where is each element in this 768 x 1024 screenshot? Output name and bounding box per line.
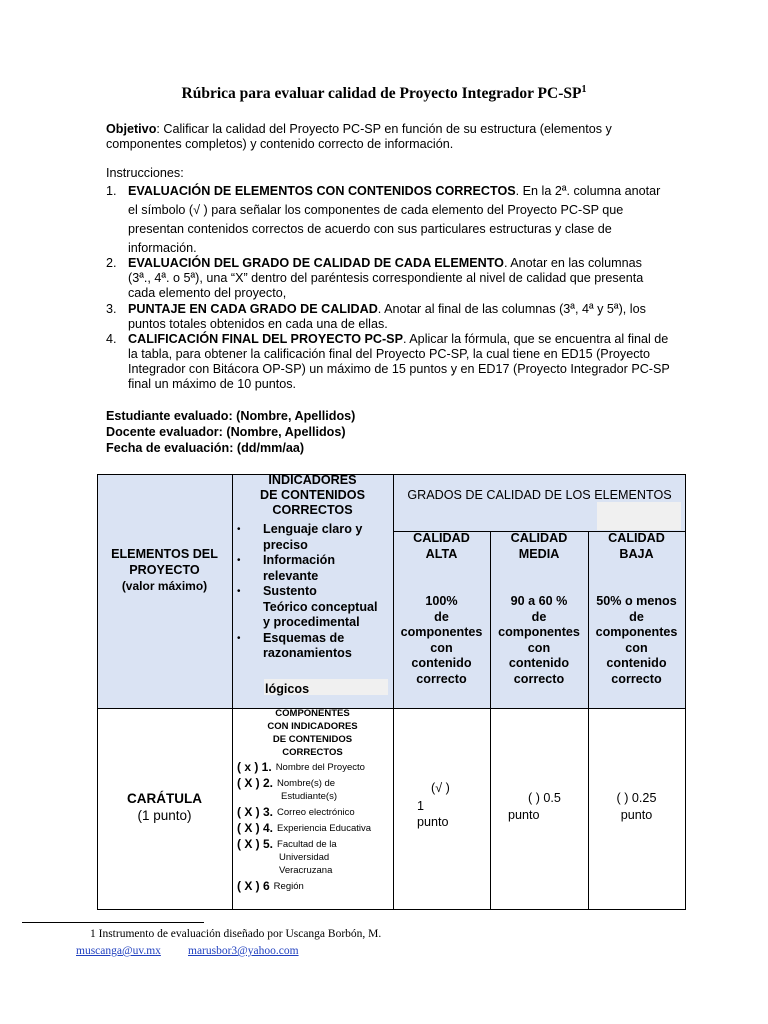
- instructions-label: Instrucciones:: [106, 166, 184, 180]
- instruction-number: 2.: [106, 256, 117, 270]
- objective-paragraph: [106, 122, 666, 152]
- component-item[interactable]: [237, 761, 393, 774]
- component-mark[interactable]: ( X ) 6: [237, 879, 270, 893]
- indicator-bullets: [237, 522, 393, 662]
- component-mark[interactable]: ( X ) 5.: [237, 837, 274, 851]
- component-label: Experiencia Educativa: [277, 823, 372, 834]
- element-name: CARÁTULA: [127, 791, 202, 806]
- instruction-heading: CALIFICACIÓN FINAL DEL PROYECTO PC-SP: [128, 332, 403, 346]
- component-mark[interactable]: ( X ) 4.: [237, 821, 274, 835]
- component-item[interactable]: [237, 777, 393, 803]
- check-high[interactable]: (√ ): [431, 781, 450, 795]
- col-indicators-header: INDICADORES DE CONTENIDOS CORRECTOS: [260, 473, 365, 517]
- component-label: Correo electrónico: [277, 807, 355, 818]
- instruction-text: . Aplicar la fórmula, que se encuentra al final de: [402, 332, 669, 346]
- instruction-number: 3.: [106, 302, 117, 316]
- check-low[interactable]: ( ) 0.25: [616, 791, 657, 805]
- instruction-text: el símbolo (√ ) para señalar los componentes de cada elemento del Proyecto PC-SP que: [128, 203, 624, 217]
- document-title: [0, 84, 768, 103]
- instruction-item: [106, 256, 688, 301]
- rubric-table: ELEMENTOS DEL PROYECTO (valor máximo) INDICADORES DE CONTENIDOS CORRECTOS • Lenguaje claro y preciso • Información relevante • Sustento Teórico conceptual y procedimental • Esquemas de razonamientos lógicos GRADOS DE CALIDAD DE LOS ELEMENTOS CALIDAD ALTA 100% de componentes con contenido correcto CALIDAD MEDIA 90 a 60 % de componentes con contenido correcto CALIDAD BAJA 50% o menos de componentes con contenido correcto CARÁTULA (1 punto) COMPONENTES CON INDICADORES DE CONTENIDOS CORRECTOS ( x ) 1. Nombre del Proyecto ( X ) 2. Nombre(s) de Estudiante(s) ( X ) 3. Correo electrónico ( X ) 4. Experiencia Educativa ( X ) 5. Facultad de la Universidad Veracruzana ( X ) 6 Región (√ ) 1 punto ( ) 0.5 punto ( ) 0.25 punto: [97, 474, 686, 910]
- instruction-text: la tabla, para obtener la calificación final del Proyecto PC-SP, la cual tiene en ED15 (Proyecto: [128, 347, 651, 361]
- student-field: Estudiante evaluado: (Nombre, Apellidos): [106, 409, 356, 423]
- components-header: COMPONENTES CON INDICADORES DE CONTENIDOS CORRECTOS: [267, 708, 358, 758]
- indicator-bullet: • Información relevante: [237, 553, 336, 583]
- indicator-bullet: • Esquemas de razonamientos: [237, 630, 352, 660]
- instruction-text: . Anotar al final de las columnas (3ª, 4ª y 5ª), los: [377, 302, 646, 316]
- indicator-bullet: • Sustento Teórico conceptual y procedimental: [237, 584, 378, 629]
- teacher-field: Docente evaluador: (Nombre, Apellidos): [106, 425, 346, 439]
- component-mark[interactable]: ( X ) 2.: [237, 776, 274, 790]
- instruction-text: cada elemento del proyecto,: [128, 286, 287, 300]
- instruction-item: [106, 302, 688, 332]
- component-label: Región: [273, 881, 304, 892]
- instruction-text: información.: [128, 241, 197, 255]
- col-elements-header: ELEMENTOS DEL PROYECTO (valor máximo): [97, 546, 232, 594]
- grades-header: GRADOS DE CALIDAD DE LOS ELEMENTOS: [407, 488, 672, 502]
- objective-label: Objetivo: [106, 122, 157, 136]
- element-points: (1 punto): [137, 808, 192, 823]
- component-label: Nombre(s) de Estudiante(s): [277, 778, 337, 802]
- row-caratula-element: [97, 790, 232, 824]
- instruction-text: . Anotar en las columnas: [503, 256, 642, 270]
- component-item[interactable]: [237, 838, 393, 877]
- component-mark[interactable]: ( X ) 3.: [237, 805, 274, 819]
- col-elements-subheader: (valor máximo): [121, 579, 208, 593]
- bullet-icon: •: [237, 555, 241, 566]
- footnote-text: 1 Instrumento de evaluación diseñado por Uscanga Borbón, M.: [90, 928, 382, 940]
- component-item[interactable]: [237, 880, 393, 893]
- objective-text-2: componentes completos) y contenido correcto de información.: [106, 137, 454, 151]
- instruction-text: . En la 2ª. columna anotar: [515, 184, 661, 198]
- component-item[interactable]: [237, 806, 393, 819]
- instruction-text: Integrador con Bitácora OP-SP) un máximo de 15 puntos y en ED17 (Proyecto Integrador PC-SP: [128, 362, 670, 376]
- indicator-bullet: • Lenguaje claro y preciso: [237, 522, 363, 552]
- instruction-item: [106, 182, 688, 258]
- instruction-heading: EVALUACIÓN DE ELEMENTOS CON CONTENIDOS CORRECTOS: [128, 184, 516, 198]
- bullet-icon: •: [237, 586, 241, 597]
- title-text: Rúbrica para evaluar calidad de Proyecto Integrador PC-SP: [181, 85, 582, 102]
- date-field: Fecha de evaluación: (dd/mm/aa): [106, 441, 305, 455]
- cell-low: ( ) 0.25 punto: [588, 790, 685, 824]
- grade-medium-header: CALIDAD MEDIA 90 a 60 % de componentes con contenido correcto: [498, 531, 580, 686]
- instruction-text: final un máximo de 10 puntos.: [128, 377, 297, 391]
- component-label: Facultad de la Universidad Veracruzana: [277, 839, 337, 876]
- footnote-rule: [22, 922, 204, 923]
- bullet-icon: •: [237, 524, 241, 535]
- components-list: [237, 761, 393, 896]
- component-label: Nombre del Proyecto: [275, 762, 365, 773]
- instruction-number: 4.: [106, 332, 117, 346]
- objective-text: : Calificar la calidad del Proyecto PC-SP en función de su estructura (elementos y: [156, 122, 612, 136]
- component-mark[interactable]: ( x ) 1.: [237, 760, 272, 774]
- cell-medium: ( ) 0.5 punto: [490, 790, 588, 824]
- instruction-number: 1.: [106, 184, 117, 198]
- footnote-ref: 1: [581, 84, 587, 95]
- email-link-1[interactable]: muscanga@uv.mx: [76, 945, 161, 957]
- email-link-2[interactable]: marusbor3@yahoo.com: [188, 945, 299, 957]
- instruction-heading: EVALUACIÓN DEL GRADO DE CALIDAD DE CADA ELEMENTO: [128, 256, 504, 270]
- check-medium[interactable]: ( ) 0.5: [528, 791, 561, 805]
- instruction-item: [106, 332, 688, 392]
- grade-low-header: CALIDAD BAJA 50% o menos de componentes con contenido correcto: [595, 531, 678, 686]
- bullet-icon: •: [237, 632, 241, 644]
- indicator-tail: lógicos: [265, 682, 310, 696]
- instruction-heading: PUNTAJE EN CADA GRADO DE CALIDAD: [128, 302, 378, 316]
- component-item[interactable]: [237, 822, 393, 835]
- instruction-text: puntos totales obtenidos en cada una de ellas.: [128, 317, 388, 331]
- instruction-text: presentan contenidos correctos de acuerdo con sus particulares estructuras y clase de: [128, 222, 612, 236]
- grade-high-header: CALIDAD ALTA 100% de componentes con contenido correcto: [400, 531, 483, 686]
- instruction-text: (3ª., 4ª. o 5ª), una “X” dentro del paréntesis correspondiente al nivel de calidad que presenta: [128, 271, 644, 285]
